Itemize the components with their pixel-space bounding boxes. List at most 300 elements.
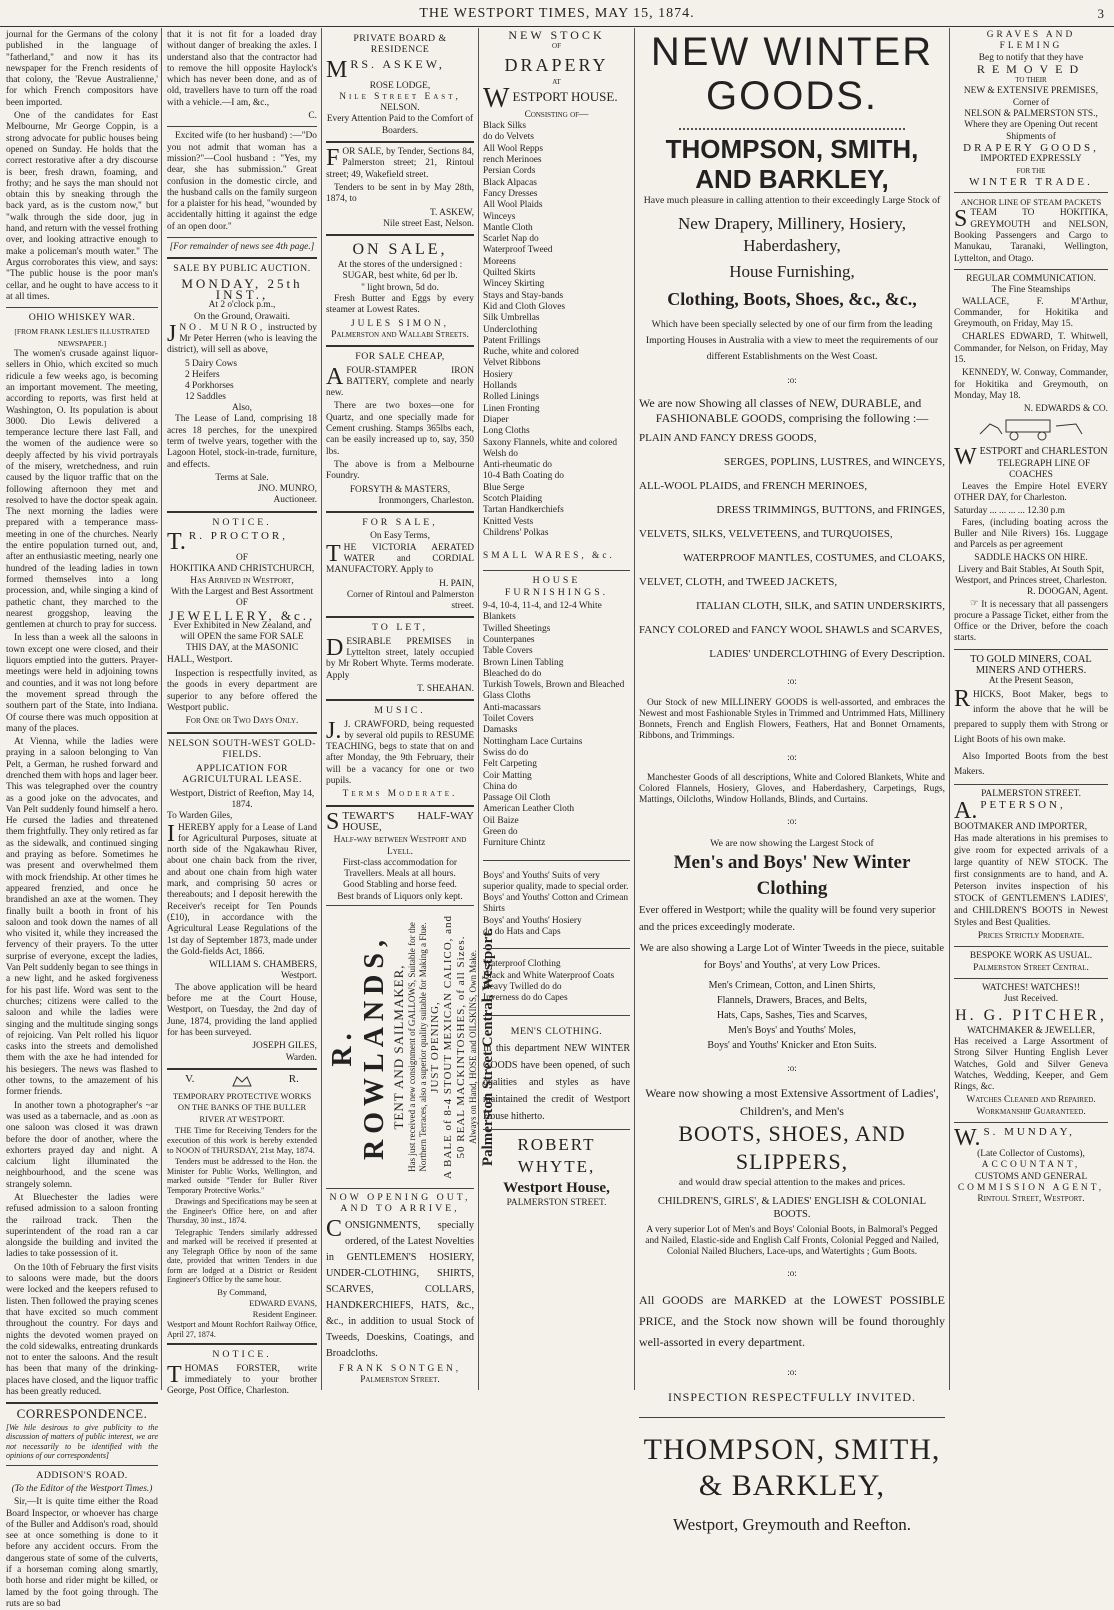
advert-heading: REMOVED (976, 61, 1086, 76)
drop-cap: C (326, 1215, 343, 1242)
advert-line: Children's, and Men's (740, 1104, 844, 1119)
goods-line: ALL-WOOL PLAIDS, and FRENCH MERINOES, (639, 480, 868, 493)
list-item: Scotch Plaiding (483, 493, 543, 504)
column-rule (634, 28, 635, 1390)
column-5 (636, 28, 948, 1535)
list-item: Damasks (483, 725, 518, 736)
advert-heading: CUSTOMS AND GENERAL (974, 1171, 1088, 1182)
notice-subtitle: APPLICATION FOR AGRICULTURAL LEASE. (182, 763, 302, 786)
list-item: Knitted Vests (483, 516, 534, 527)
advertiser-name: S. MUNDAY, (983, 1126, 1075, 1138)
advertiser-name: T. ASKEW, (429, 207, 474, 218)
notice-addressee: To Warden Giles, (167, 811, 233, 822)
article-paragraph: journal for the Germans of the colony published in the language of "fatherland," and now it has its newspaper for the French residents of that colony, the 'Revue Australienne,' for which French compositors have been imported. (6, 30, 158, 108)
crest-icon (231, 1074, 253, 1091)
divider (954, 269, 1108, 270)
advertiser-address: Palmerston Street Central, Westport. (480, 927, 496, 1167)
advertiser-address: Corner of Rintoul and Palmerston street. (346, 589, 474, 612)
advert-body: OR SALE, by Tender, Sections 84, Palmerston street; 21, Rintoul street; 49, Wakefield street. (326, 147, 474, 180)
letter-address: (To the Editor of the Westport Times.) (11, 1483, 153, 1494)
list-item: rench Merinoes (483, 155, 542, 166)
advert-body: Every Attention Paid to the Comfort of Boarders. (326, 114, 474, 136)
list-item: 12 Saddles (185, 392, 226, 402)
drop-cap: M (326, 56, 348, 83)
goods-line: LADIES' UNDERCLOTHING of Every Description. (709, 648, 945, 661)
section-label: SMALL WARES, &c. (483, 551, 615, 562)
drop-cap: R (954, 685, 971, 712)
advert-body: JUST OPENING, (429, 1001, 441, 1093)
advertiser-house: ESTPORT HOUSE. (512, 88, 618, 104)
advert-subtitle: Just Received. (1003, 994, 1059, 1005)
list-item: Tartan Handkerchiefs (483, 505, 564, 516)
for-the-label: FOR THE (1016, 166, 1046, 175)
advertiser-address: Rintoul Street, Westport. (977, 1194, 1085, 1205)
advert-body: Good Stabling and horse feed. (343, 880, 457, 891)
list-item: Heavy Twilled do do (483, 981, 562, 992)
letter-body: Sir,—It is quite time either the Road Board Inspector, or whoever has charge of the Buller and Addison's road, should see at once something is done to it before any accident occurs. From the dangerous state of some of the culverts, if a horseman coming along smartly, both horse and rider might be killed, or lamed by the foot going through. The ruts are so bad (6, 1497, 158, 1609)
drop-cap: S (954, 206, 968, 233)
separator: :o: (787, 751, 797, 762)
coach-icon (954, 416, 1108, 446)
advertiser-name: GRAVES AND FLEMING (986, 30, 1076, 52)
advert-heading: ESTPORT and CHARLESTON (979, 445, 1108, 457)
advert-body: Has made alterations in his premises to give room for expected arrivals of a large quantity of NEW STOCK. The first consignments are to hand, and A. Peterson invites inspection of his STOCK of GENTLEMEN'S LADIES', and CHILDREN'S BOOTS in Newest Styles and Best Qualities. (954, 834, 1108, 929)
article-paragraph: The women's crusade against liquor-sellers in Ohio, which excited so much ridicule a few weeks ago, is becoming an important movement. The meeting, according to reports, was first held at Washington, O. Its population is about 3000. Dio Lewis delivered a temperance lecture there last Fall, and the women of the audience were so deeply affected by his vivid portrayals of the misery, wretchedness, and ruin caused by the liquor traffic that on the following afternoon they met and resolved to have the doctor speak again. The next morning the ladies were prepared with a temperance mass-meeting in one of the churches. Nearly the entire population turned out, and, after an enthusiastic meeting, nearly one hundred of the leading ladies in town formed themselves into a long procession, and, while singing a kind of pathetic chant, they marched to the nearest groggshop, leaving the gentlemen at church to pray for success. (6, 349, 158, 631)
royal-arms (167, 1074, 317, 1091)
advert-title: TO LET, (371, 622, 428, 634)
divider (167, 237, 317, 238)
steamer-entry: KENNEDY, W. Conway, Commander, for Hokitika and Greymouth, on Monday, May 18. (954, 368, 1108, 401)
divider (167, 511, 317, 513)
column-1 (3, 28, 161, 1609)
steamer-entry: WALLACE, F. M'Arthur, Commander, for Hokitika and Greymouth, on Friday, May 15. (954, 296, 1108, 330)
list-item: Oil Baize (483, 815, 519, 826)
divider (167, 1343, 317, 1345)
list-item: Waterproof Tweed (483, 245, 553, 256)
separator: :o: (787, 1063, 797, 1074)
divider (954, 649, 1108, 650)
advert-body: Prices Strictly Moderate. (977, 931, 1085, 942)
list-item: Swiss do do (483, 747, 529, 758)
auctioneer-name: NO. MUNRO, (179, 322, 266, 333)
divider (326, 805, 474, 807)
divider (326, 511, 474, 513)
advert-body: Watches Cleaned and Repaired. Workmanship Guaranteed. (966, 1095, 1096, 1117)
advertiser-line: Ever Exhibited in New Zealand, and (173, 620, 311, 631)
list-item: Twilled Sheetings (483, 623, 551, 634)
ornament-rule (679, 122, 905, 130)
advertiser-trade: BOOTMAKER AND IMPORTER, (954, 821, 1088, 832)
advertiser-line: HALL, Westport. (167, 654, 233, 665)
divider (326, 234, 474, 236)
vr-letter: R. (288, 1072, 299, 1085)
divider (954, 978, 1108, 979)
drapery-list (483, 121, 630, 539)
tender-title: TEMPORARY PROTECTIVE WORKS ON THE BANKS OF THE BULLER RIVER AT WESTPORT. (172, 1091, 312, 1124)
list-item: Velvet Ribbons (483, 358, 541, 369)
advert-body: Beg to notify that they have (978, 52, 1084, 63)
advert-body: Livery and Bait Stables, At South Spit, Westport, and Princes street, Charleston. (954, 564, 1108, 587)
tender-body: THE Time for Receiving Tenders for the execution of this work is hereby extended to NOON of THURSDAY, 21st May, 1874. (167, 1125, 317, 1156)
rowlands-advert (326, 905, 496, 1189)
divider (954, 946, 1108, 947)
advert-body: HE VICTORIA AERATED WATER and CORDIAL MANUFACTORY. Apply to (326, 542, 474, 576)
drop-cap: T. (167, 529, 186, 556)
divider (639, 1417, 945, 1418)
drop-cap: I (167, 820, 175, 847)
list-item: Silk Umbrellas (483, 313, 540, 324)
advert-body: Have much pleasure in calling attention to their exceedingly Large Stock of (643, 195, 941, 206)
advertiser-name: RS. ASKEW, (350, 56, 445, 71)
advert-title: MUSIC. (374, 705, 426, 717)
article-paragraph: At Bluechester the ladies were refused admission to a saloon fronting the railroad track. Then the superintendent of the road ran a car alongside the building and invited the ladies to take possession of it. (6, 1192, 158, 1260)
advert-body: IMPORTED EXPRESSLY (980, 154, 1082, 165)
advert-subtitle: TELEGRAPH LINE OF COACHES (997, 459, 1091, 481)
list-item: Kid and Cloth Gloves (483, 301, 566, 312)
advertiser-name: PETERSON, (980, 798, 1066, 811)
advertiser-address: Nile street East, Nelson. (383, 218, 474, 229)
days-label: For One or Two Days Only. (185, 716, 299, 727)
advert-body: A very superior Lot of Men's and Boys' Colonial Boots, in Balmoral's Pegged and Nailed, Elastic-side and English Calf Fronts, Colonial Pegged and Nailed, Colonial Nailed Bluchers, Lace-ups, and Watertights ; Gum Boots. (645, 1225, 939, 1258)
divider (326, 141, 474, 143)
advert-title: TO GOLD MINERS, COAL MINERS AND OTHERS. (970, 653, 1092, 676)
advert-body: Which have been specially selected by one of our firm from the leading Importing Houses in Australia with a view to meet the requirements of our different Establishments on the West Coast. (645, 319, 939, 362)
divider (167, 1068, 317, 1070)
tender-notice (167, 1074, 317, 1340)
of-label: OF (236, 598, 248, 609)
tender-body: Telegraphic Tenders similarly addressed and marked will be received if presented at any Telegraph Office by noon of the same date, provided that written Tenders in due form are lodged at a District or Resident Engineer's Office by the same hour. (167, 1227, 317, 1285)
advertiser-line: will OPEN the same FOR SALE (180, 632, 304, 643)
advert-body: FOUR-STAMPER IRON BATTERY, complete and nearly new. (326, 365, 474, 399)
separator: :o: (787, 815, 797, 826)
divider (326, 699, 474, 701)
advertiser-address: Palmerston Street Central. (973, 962, 1089, 973)
section-headline: CORRESPONDENCE. (16, 1406, 148, 1422)
auction-time: At 2 o'clock p.m., (208, 300, 276, 311)
list-item: Hollands (483, 381, 517, 392)
article-paragraph: One of the candidates for East Melbourne, Mr George Coppin, is a strong advocate for public houses being opened on Sunday. He holds that the correct restorative after a dry discourse is beer, fresh drawn, foaming, and frothy; and he says the man should not obtain this by sneaking through the back yard, as is the custom now," but "walk through the side door, jug in hand, and return with the vessel frothing over, and looking attractive enough to make a policeman's mouth water." The Argus corroborates this view, and says: "The public house is the poor man's cellar, and he ought to have access to it at all times. (6, 111, 158, 302)
drop-cap: S (326, 808, 340, 835)
advert-body: All GOODS are MARKED at the LOWEST POSSIBLE PRICE, and the Stock now shown will be found thoroughly well-assorted in every department. (639, 1292, 945, 1349)
advertiser-house: Westport House, (503, 1179, 610, 1196)
list-item: Rolled Linings (483, 392, 539, 403)
list-item: Green do (483, 827, 518, 837)
advertiser-name: T. SHEAHAN. (417, 683, 474, 694)
notice-title: NOTICE. (212, 516, 272, 528)
list-item: Boys' and Youths' Cotton and Crimean Shirts (483, 893, 629, 915)
notice-body: The above application will be heard before me at the Court House, Westport, on Tuesday, the 2nd day of June, 1874, providing the land applied for has been surveyed. (167, 982, 317, 1038)
list-item: Boys' and Youths' Hosiery (483, 915, 582, 926)
goods-line: New Drapery, Millinery, Hosiery, Haberdashery, (677, 214, 906, 255)
mens-headline: Men's and Boys' New Winter Clothing (673, 852, 911, 900)
list-item: Saxony Flannels, white and colored (483, 437, 618, 448)
advert-body: Fares, (including boating across the Buller and Nile Rivers) 16s. Luggage and Parcels as per agreement (954, 517, 1108, 551)
warden-name: JOSEPH GILES, (252, 1041, 317, 1052)
auction-date: MONDAY, 25th INST., (181, 275, 303, 302)
list-item: Wincey Skirting (483, 279, 545, 290)
article-headline: OHIO WHISKEY WAR. (28, 312, 136, 324)
advert-heading: WINTER TRADE. (969, 175, 1093, 188)
advert-heading: BESPOKE WORK AS USUAL. (969, 951, 1093, 962)
divider (954, 784, 1108, 785)
advert-body: First-class accommodation for Travellers. Meals at all hours. (342, 857, 458, 880)
letter-headline: ADDISON'S ROAD. (36, 1469, 128, 1481)
advertiser-line: With the Largest and Best Assortment (170, 586, 314, 597)
advert-subtitle: On Easy Terms, (370, 531, 430, 542)
agent-name: N. EDWARDS & CO. (1023, 404, 1108, 415)
list-item: Persian Cords (483, 166, 536, 177)
list-item: Black Silks (483, 121, 526, 132)
advert-body: We are now showing the Largest Stock of (710, 838, 874, 850)
goods-line: House Furnishing, (729, 262, 855, 281)
goods-line: PLAIN AND FANCY DRESS GOODS, (639, 432, 817, 445)
jewellery-label: JEWELLERY, &c., (168, 607, 316, 623)
drop-cap: W (954, 443, 977, 470)
advert-body: Fresh Butter and Eggs by every steamer at Lowest Rates. (326, 294, 474, 316)
advertiser-address: Palmerston Street. (360, 1374, 440, 1385)
notice-title: NELSON SOUTH-WEST GOLD-FIELDS. (168, 737, 316, 760)
list-item: Black Alpacas (483, 177, 537, 188)
advert-body: Always on Hand, HOSE and OILSKINS, Own Make. (468, 950, 478, 1144)
drop-cap: J. (326, 717, 342, 744)
auctioneer-signature: JNO. MUNRO, (257, 484, 317, 495)
section-label: MEN'S CLOTHING. (510, 1025, 603, 1037)
advert-line: Weare now showing a most Extensive Assortment of Ladies', (645, 1086, 939, 1101)
price-line: SUGAR, best white, 6d per lb. (342, 271, 458, 282)
advertiser-address: PALMERSTON STREET. (506, 1197, 607, 1208)
applicant-name: WILLIAM S. CHAMBERS, (209, 960, 317, 971)
divider (326, 345, 474, 347)
tender-office: Westport and Mount Rochfort Railway Office, April 27, 1874. (167, 1320, 317, 1339)
advert-heading: ACCOUNTANT, (981, 1160, 1081, 1171)
editor-note: [We hile desirous to give publicity to the discussion of matters of public interest, we are not necessarily to be identified with the opinions of our correspondents] (6, 1422, 158, 1461)
list-item: 10-4 Bath Coating do (483, 471, 564, 482)
advert-body: In this department NEW WINTER GOODS have been opened, of such qualities and styles as have maintained the credit of Westport House hitherto. (483, 1042, 630, 1122)
divider (483, 1015, 630, 1016)
advertiser-origin: HOKITIKA AND CHRISTCHURCH, (169, 564, 315, 575)
advert-title: ON SALE, (352, 241, 448, 259)
advert-body: Ever offered in Westport; while the quality will be found very superior and the prices exceedingly moderate. (639, 905, 936, 934)
advert-title: REGULAR COMMUNICATION. (966, 273, 1096, 284)
steamer-entry: CHARLES EDWARD, T. Whitwell, Commander, for Nelson, on Friday, May 15. (954, 332, 1108, 366)
list-item: Inverness do do Capes (483, 993, 568, 1004)
advert-title: FOR SALE, (362, 517, 438, 529)
letter-continuation: that it is not fit for a loaded dray without danger of breaking the axles. I understand also that the contractor had to remove the hill opposite Haylock's which has never been done, and as of old, travellers have to turn off the road with a vehicle.—I am, &c., (167, 30, 317, 108)
goods-line: VELVET, CLOTH, and TWEED JACKETS, (639, 576, 838, 589)
drop-cap: J (167, 320, 177, 347)
advert-body: Has received a Large Assortment of Strong Silver Hunting English Lever Watches, Gold and Silver Geneva Watches, Wedding, Keeper, and Gem Rings, &c. (954, 1036, 1108, 1093)
applicant-place: Westport. (281, 971, 317, 982)
separator: :o: (787, 1268, 797, 1279)
advertiser-name: H. G. PITCHER, (955, 1006, 1107, 1024)
list-item: Boys' and Youths' Suits of very superior quality, made to special order. (483, 870, 629, 892)
firm-name: THOMPSON, SMITH, AND BARKLEY, (665, 134, 919, 194)
list-item: 9-4, 10-4, 11-4, and 12-4 White Blankets (483, 601, 602, 623)
goods-line: Men's Crimean, Cotton, and Linen Shirts, (708, 980, 876, 992)
goods-line: SERGES, POPLINS, LUSTRES, and WINCEYS, (723, 456, 945, 469)
article-source: [FROM FRANK LESLIE'S ILLUSTRATED NEWSPAPER.] (14, 327, 150, 348)
divider (326, 616, 474, 618)
stock-list (185, 359, 317, 403)
advert-body: We are also showing a Large Lot of Winter Tweeds in the piece, suitable for Boys' and Youths', at very Low Prices. (639, 943, 945, 972)
list-item: Underclothing (483, 324, 538, 335)
advertiser-town: NELSON. (380, 103, 420, 114)
advert-title: NOW OPENING OUT, AND TO ARRIVE, (329, 1192, 471, 1215)
terms-label: Terms Moderate. (342, 789, 458, 800)
advert-body: Our Stock of new MILLINERY GOODS is well-assorted, and embraces the Newest and most Fashionable Styles in Trimmed and Untrimmed Hats, Millinery Bonnets, French and English Flowers, Feathers, Hat and Bonnet Ornaments, Ribbons, and Trimmings. (639, 697, 945, 741)
terms-label: Terms at Sale. (215, 472, 269, 483)
list-item: Glass Cloths (483, 691, 531, 702)
column-rule (949, 28, 950, 1390)
list-item: Stays and Stay-bands (483, 290, 564, 301)
advert-body: There are two boxes—one for Quartz, and one specially made for Cement crushing. Stamps 365lbs each, can be easily increased up to, say, 350 lbs. (326, 401, 474, 457)
advertiser-address: Ironmongers, Charleston. (378, 495, 474, 506)
inspection-text: Inspection is respectfully invited, as the goods in every department are superior to any before offered the Westport public. (167, 669, 317, 713)
goods-line: Hats, Caps, Sashes, Ties and Scarves, (716, 1010, 868, 1022)
goods-line: VELVETS, SILKS, VELVETEENS, and TURQUOISES, (639, 528, 893, 541)
engineer-name: EDWARD EVANS, (249, 1297, 317, 1308)
list-item: Toilet Covers (483, 714, 534, 725)
advert-body: Tenders to be sent in by May 28th, 1874, to (326, 182, 474, 205)
advertiser-name: JULES SIMON, (351, 318, 449, 329)
list-item: Anti-macassars (483, 702, 541, 713)
separator: :o: (787, 676, 797, 687)
advert-body: (Late Collector of Customs), (977, 1149, 1085, 1159)
list-item: Bleached do do (483, 668, 542, 679)
list-item: China do (483, 781, 518, 792)
list-item: Anti-rheumatic do (483, 460, 552, 471)
advert-body: At the stores of the undersigned : (337, 260, 463, 271)
list-item: Black and White Waterproof Coats (483, 970, 615, 981)
boots-headline: BOOTS, SHOES, AND SLIPPERS, (678, 1121, 906, 1175)
divider (6, 1465, 158, 1466)
advertiser-house: ROSE LODGE, (369, 80, 431, 91)
auction-text: instructed by Mr Peter Herren (who is leaving the district), will sell as above, (167, 322, 317, 356)
column-6 (951, 28, 1111, 1390)
advert-body: 50 REAL MACKINTOSHES, of all Sizes. (455, 935, 467, 1159)
goods-line: Flannels, Drawers, Braces, and Belts, (717, 995, 867, 1007)
drop-cap: D (326, 634, 344, 661)
goods-line: WATERPROOF MANTLES, COSTUMES, and CLOAKS, (683, 552, 945, 565)
article-paragraph: At Vienna, while the ladies were praying in a saloon belonging to Van Pelt, a German, he rushed forward and drenched them with hops and lager beer. This was telegraphed over the country as a good joke on the advocates, and Van Pelt suddenly found himself a hero. He cursed the ladies and threatened them frightfully. They only retired as far as the sidewalk, and continued singing and praying as before. Sometimes he was present and overwhelmed them with mock friendship. At other times he appeared frenzied, and once he brandished an axe at the women. They finally built a booth in front of his saloon and took down the names of all who visited it, while they increased the fervency of their prayers. To the utter surprise of everyone, except the ladies, Van Pelt suddenly began to see things in a new light, and he asked forgiveness for his past life. Word was sent to the churches; citizens were called to the saloon and while the ladies were singing and the multitude singing songs of rejoicing. Van Pelt rolled his liquor casks into the streets and demolished them with the axe he had intended for his besiegers. The news was flashed to other towns, to the amazement of his former friends. (6, 737, 158, 1098)
list-item: Nottingham Lace Curtains (483, 736, 583, 747)
list-item: Furniture Chintz (483, 838, 546, 849)
advert-body: Shipments of (1006, 131, 1056, 142)
advert-heading: DRAPERY GOODS, (963, 141, 1099, 154)
proctor-advert (167, 517, 317, 728)
firm-name: THOMPSON, SMITH, & BARKLEY, (643, 1433, 941, 1503)
list-item: Quilted Skirts (483, 268, 536, 279)
divider (6, 1402, 158, 1404)
column-2 (164, 28, 320, 1397)
tender-body: Tenders must be addressed to the Hon. the Minister for Public Works, Wellington, and marked outside "Tender for Buller River Temporary Protective Works." (167, 1157, 317, 1195)
column-rule (478, 28, 479, 1390)
price-line: " light brown, 5d do. (361, 282, 439, 293)
advert-body: The above is from a Melbourne Foundry. (326, 459, 474, 482)
list-item: Turkish Towels, Brown and Bleached (483, 680, 625, 691)
drop-cap: W. (954, 1125, 981, 1151)
also-label: Also, (231, 403, 253, 414)
advertiser-name: FORSYTH & MASTERS, (349, 484, 451, 495)
advert-body: Where they are Opening Out recent (964, 120, 1098, 131)
drop-cap: T (326, 540, 341, 567)
section-label: HOUSE FURNISHINGS. (504, 575, 609, 598)
advertiser-trade: WATCHMAKER & JEWELLER, (967, 1025, 1095, 1036)
column-rule (161, 28, 162, 1390)
auction-place: On the Ground, Orawaiti. (193, 311, 291, 322)
list-item: Winceys (483, 211, 516, 222)
list-item: Linen Fronting (483, 403, 540, 414)
advert-body: Leaves the Empire Hotel EVERY OTHER DAY, for Charleston. (954, 481, 1108, 503)
advertiser-address: Palmerston and Wallabi Streets. (331, 329, 469, 340)
auction-advert (167, 263, 317, 506)
goods-line: Men's Boys' and Youths' Moles, (728, 1025, 856, 1037)
warden-title: Warden. (285, 1052, 317, 1063)
advert-heading: DRAPERY (504, 54, 609, 75)
advertiser-name: TEWART'S HALF-WAY HOUSE, (342, 809, 474, 833)
of-label: OF (236, 553, 248, 564)
advertiser-name: H. PAIN, (439, 578, 474, 589)
list-item: 4 Porkhorses (185, 380, 234, 391)
to-their-label: TO THEIR (1015, 76, 1047, 85)
article-paragraph: On the 10th of February the first visits to saloons were made, but the doors were locked and the keepers refused to listen. Then followed the praying scenes that have excited so much comment throughout the country. For days and nights the devoted women prayed on the cold sidewalks, entreating drunkards not to enter the saloons. And the result has been that many of the drinking-places have closed, and the liquor traffic has been greatly reduced. (6, 1262, 158, 1398)
drop-cap: F (326, 145, 340, 172)
drop-cap: T (167, 1361, 182, 1388)
divider (167, 732, 317, 734)
divider (954, 1122, 1108, 1123)
divider (483, 948, 630, 949)
advert-title: NEW STOCK (508, 28, 605, 42)
list-item: Diaper (483, 414, 509, 425)
list-item: Coir Matting (483, 770, 532, 781)
list-item: Ruche, white and colored (483, 347, 579, 358)
advert-title: PALMERSTON STREET. (981, 788, 1081, 799)
divider (954, 192, 1108, 193)
article-paragraph: In less than a week all the saloons in town except one were closed, and their liquors emptied into the gutters. Prayer-meetings were held in adjoining towns and counties, and it was not long before the movement spread through the southern part of the State, into Indiana. Of course there was much opposition at many of the places. (6, 633, 158, 734)
list-item: do do Velvets (483, 132, 534, 143)
furnishing-list (483, 601, 630, 850)
goods-line: FANCY COLORED and FANCY WOOL SHAWLS and SCARVES, (639, 624, 943, 637)
advert-body: ONSIGNMENTS, specially ordered, of the Latest Novelties in GENTLEMEN'S HOSIERY, UNDER-CLOTHING, SHIRTS, SCARVES, COLLARS, HANDKERCHIEFS, HATS, &c., &c., in addition to usual Stock of Tweeds, Doeskins, Coatings, and Broadcloths. (326, 1219, 474, 1359)
notice-body: HEREBY apply for a Lease of Land for Agricultural Purposes, situate at north side of the Ngakawhau River, about one chain back from the river, and about one chain from high water mark, and comprising 50 acres or thereabouts; and I deposit herewith the Receiver's receipt for Ten Pounds (£10), in accordance with the Agricultural Lease Regulations of the 1st day of September 1873, made under the Gold-fields Act, 1866. (167, 822, 317, 957)
advert-body: A BALE of 8-4 STOUT MEXICAN CALICO, and (442, 914, 454, 1180)
mens-lines (639, 978, 945, 1053)
advert-heading: NEW & EXTENSIVE PREMISES, (963, 86, 1099, 97)
advert-title: ANCHOR LINE OF STEAM PACKETS (960, 197, 1102, 208)
list-item: 5 Dairy Cows (185, 358, 238, 369)
drop-cap: A. (954, 797, 978, 824)
article-paragraph: In another town a photographer's ~ar was used as a tabernacle, and as .oon as one saloon was closed it was drawn before the door of another, where the exhorters prayed day and night. A calcium light illuminated the neighbourhood, and the scene was strangely solemn. (6, 1100, 158, 1190)
list-item: Scarlet Nap do (483, 234, 539, 245)
advertiser-name: ROBERT WHYTE, (517, 1134, 596, 1176)
list-item: Long Cloths (483, 426, 530, 437)
goods-line: ITALIAN CLOTH, SILK, and SATIN UNDERSKIRTS, (696, 600, 945, 613)
list-item: American Leather Cloth (483, 804, 575, 815)
advertiser-line: THIS DAY, at the MASONIC (185, 643, 299, 654)
masthead (0, 0, 1114, 27)
list-item: Mantle Cloth (483, 222, 533, 233)
advertiser-name: R. ROWLANDS, (327, 934, 390, 1160)
list-item: 2 Heifers (185, 369, 220, 380)
boys-clothing-list (483, 871, 630, 939)
agent-name: R. DOOGAN, Agent. (1027, 587, 1108, 598)
waterproof-list (483, 959, 630, 1004)
list-item: do do Hats and Caps (483, 927, 561, 938)
advert-body: ESIRABLE PREMISES in Lyttelton street, lately occupied by Mr Robert Whyte. Terms moderate. Apply (326, 636, 474, 681)
page-number: 3 (1097, 6, 1104, 21)
divider (483, 860, 630, 861)
advertiser-arrived: Has Arrived in Westport, (190, 575, 294, 586)
